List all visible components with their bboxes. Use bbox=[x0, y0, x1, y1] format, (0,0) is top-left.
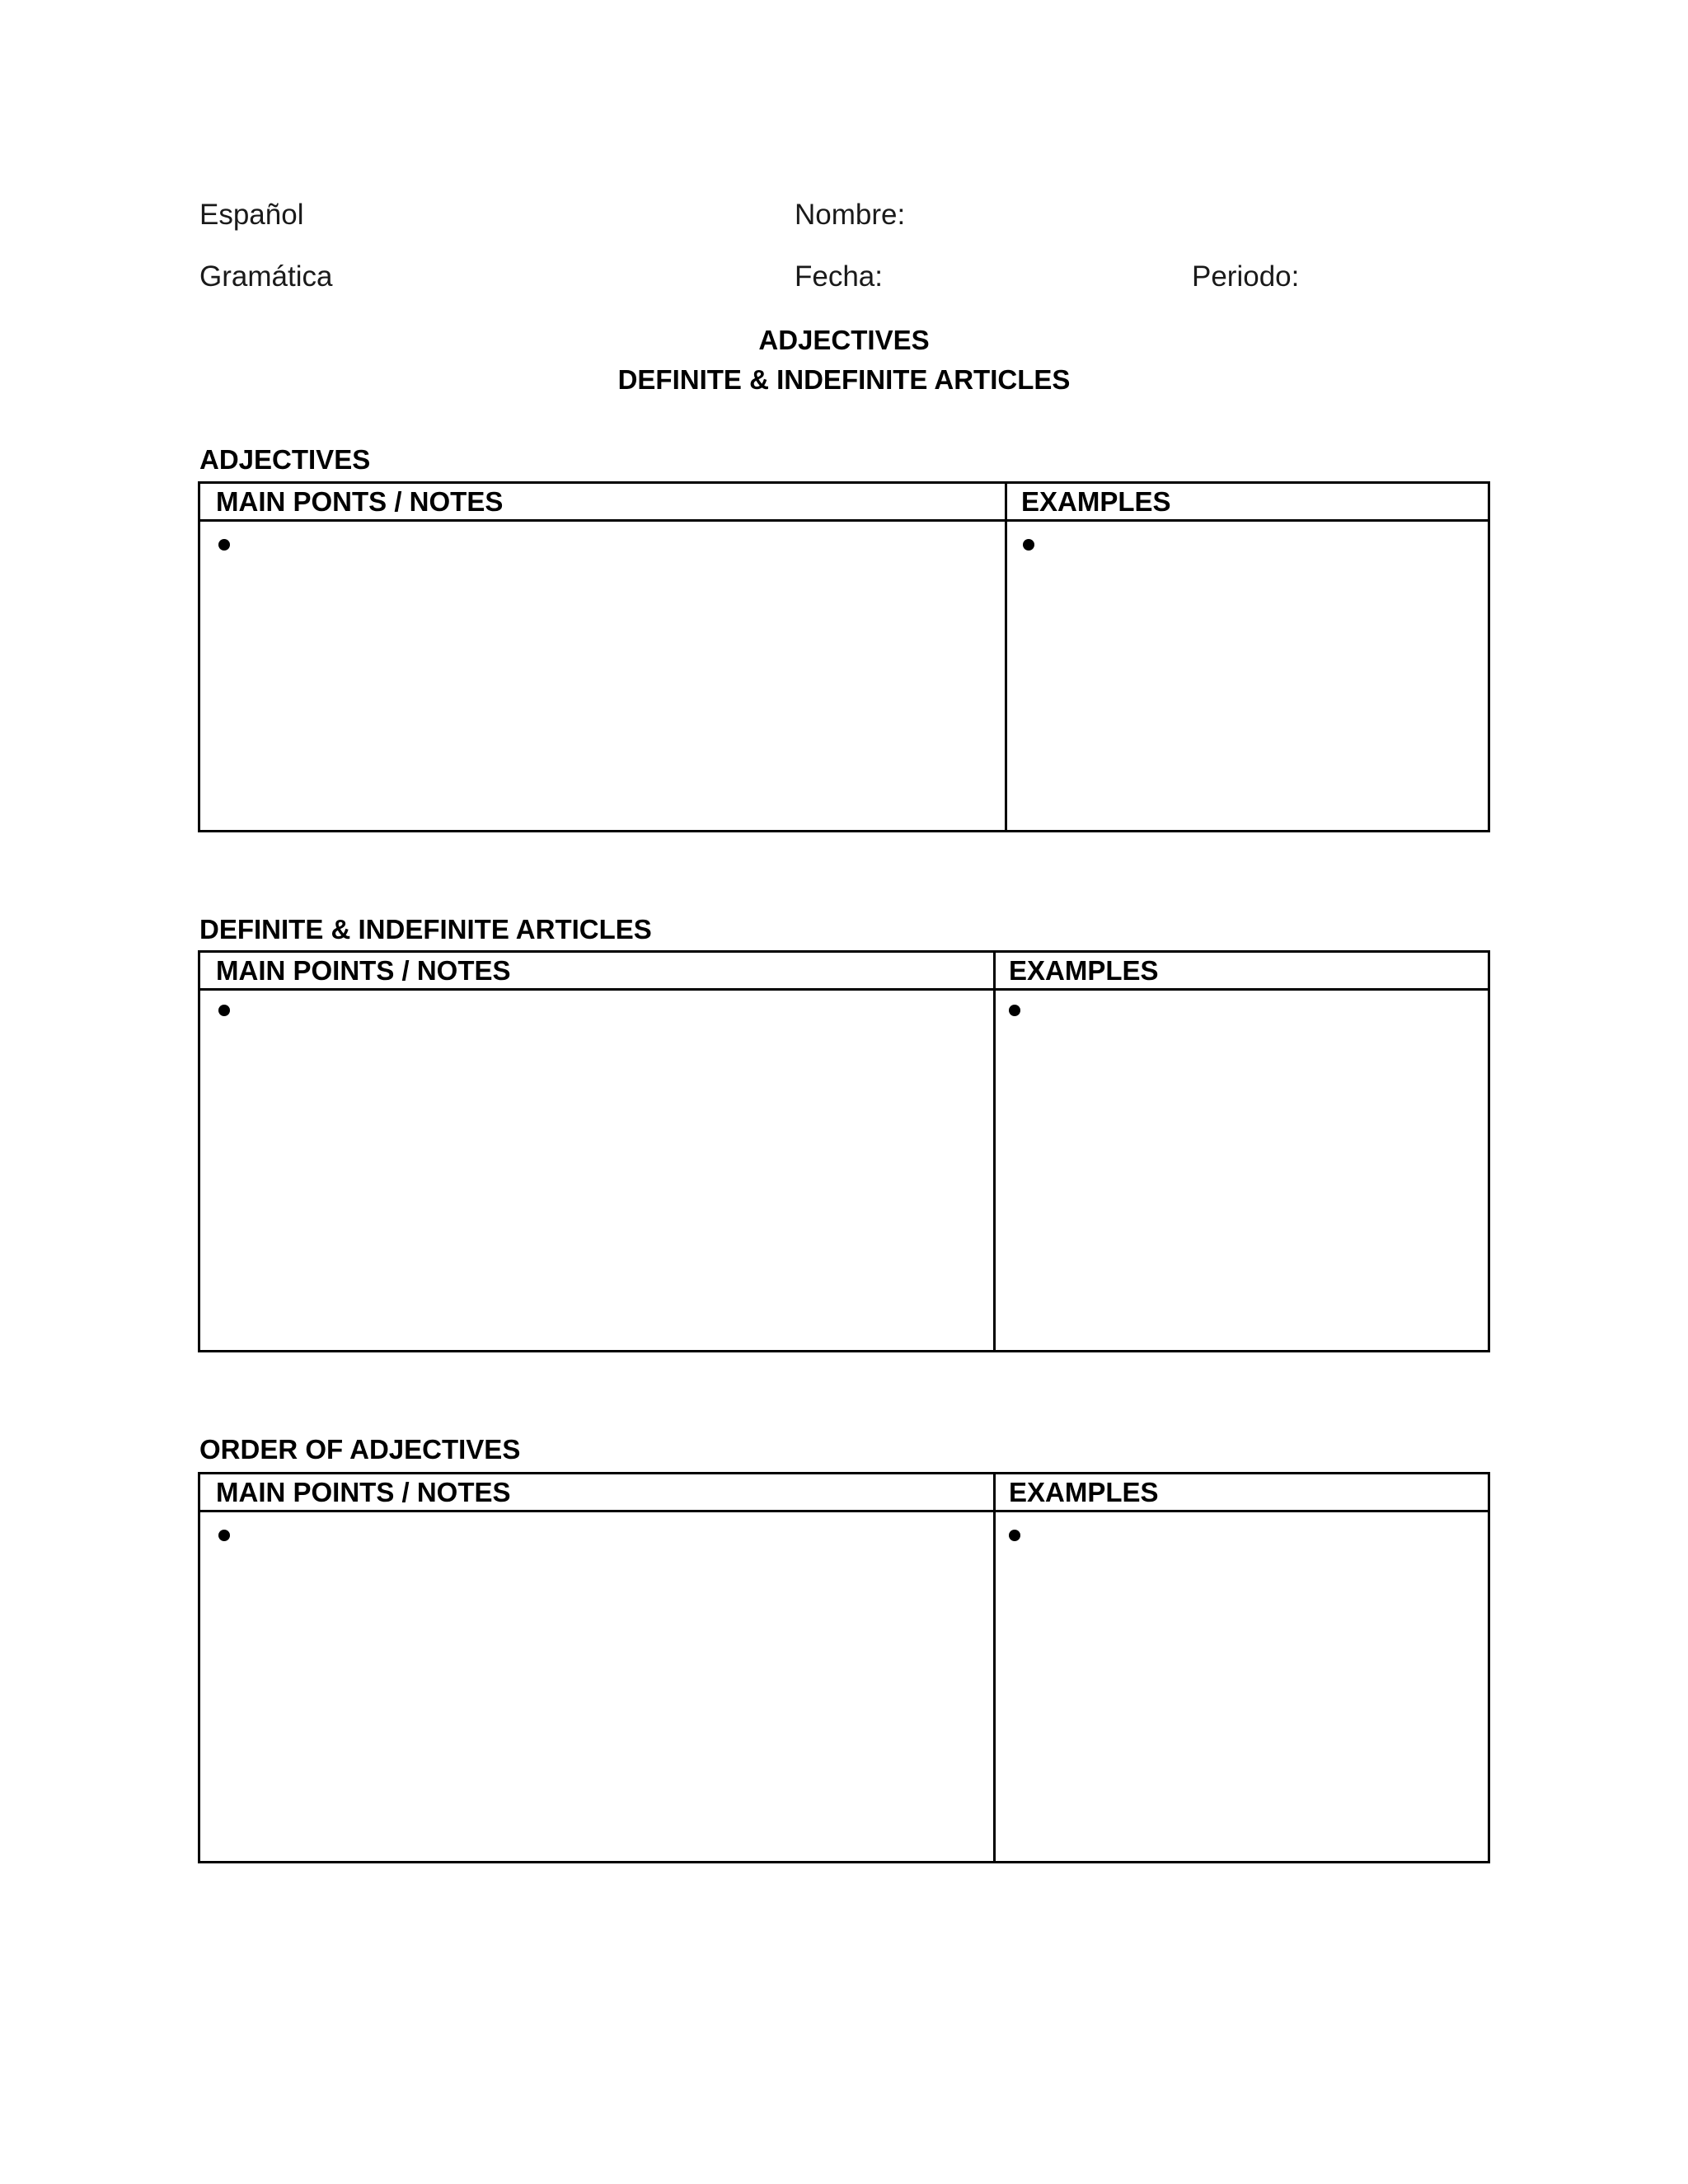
examples-column-header: EXAMPLES bbox=[1009, 955, 1159, 986]
topic-label: Gramática bbox=[199, 260, 333, 293]
table-header-row bbox=[200, 484, 1488, 522]
subject-label: Español bbox=[199, 199, 304, 231]
column-divider bbox=[993, 953, 996, 1350]
notes-bullet bbox=[218, 1530, 230, 1541]
examples-column-header: EXAMPLES bbox=[1021, 486, 1171, 517]
examples-bullet bbox=[1023, 539, 1034, 551]
table-header-row bbox=[200, 1474, 1488, 1512]
notes-column-header: MAIN PONTS / NOTES bbox=[216, 486, 504, 517]
section-label-articles: DEFINITE & INDEFINITE ARTICLES bbox=[199, 914, 652, 944]
table-header-row bbox=[200, 953, 1488, 991]
notes-bullet bbox=[218, 539, 230, 551]
column-divider bbox=[993, 1474, 996, 1861]
section-label-adjectives: ADJECTIVES bbox=[199, 444, 371, 475]
column-divider bbox=[1005, 484, 1007, 830]
notes-column-header: MAIN POINTS / NOTES bbox=[216, 955, 511, 986]
name-field-label: Nombre: bbox=[795, 199, 906, 231]
date-field-label: Fecha: bbox=[795, 260, 883, 293]
page-subtitle: DEFINITE & INDEFINITE ARTICLES bbox=[617, 364, 1071, 395]
period-field-label: Periodo: bbox=[1192, 260, 1300, 293]
notes-bullet bbox=[218, 1005, 230, 1016]
notes-table-articles bbox=[198, 950, 1490, 1352]
examples-bullet bbox=[1009, 1005, 1020, 1016]
examples-bullet bbox=[1009, 1530, 1020, 1541]
examples-column-header: EXAMPLES bbox=[1009, 1477, 1159, 1507]
notes-table-adjectives bbox=[198, 481, 1490, 832]
page-title: ADJECTIVES bbox=[758, 325, 930, 355]
notes-table-order bbox=[198, 1472, 1490, 1863]
section-label-order: ORDER OF ADJECTIVES bbox=[199, 1434, 521, 1465]
notes-column-header: MAIN POINTS / NOTES bbox=[216, 1477, 511, 1507]
